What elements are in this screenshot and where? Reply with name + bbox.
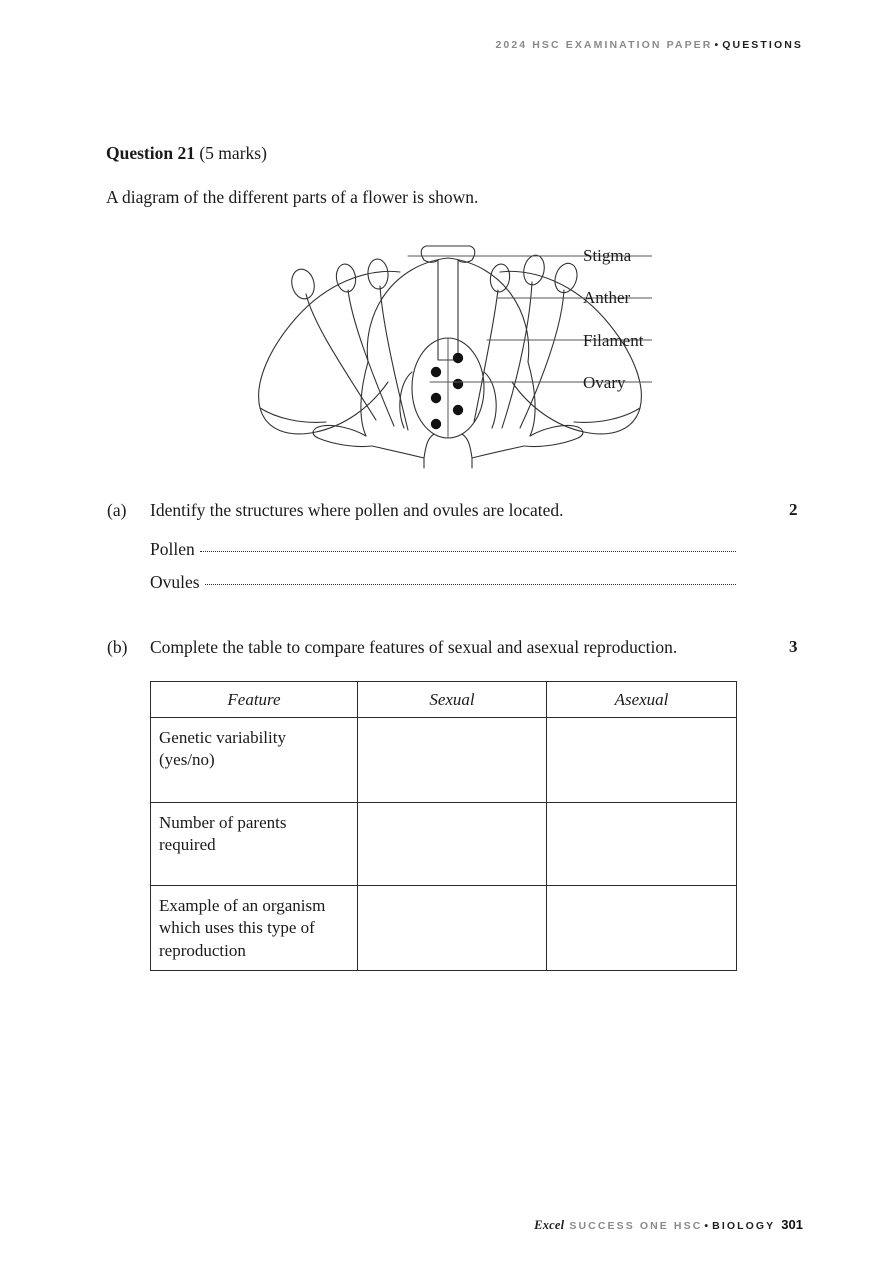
table-cell-sexual[interactable] <box>358 886 547 971</box>
running-head <box>495 39 803 51</box>
running-head-section: QUESTIONS <box>722 39 803 51</box>
question-marks: (5 marks) <box>199 143 267 163</box>
part-a-letter: (a) <box>107 500 127 520</box>
anther-r3 <box>551 260 580 295</box>
footer-page-number: 301 <box>781 1217 803 1232</box>
footer-series: SUCCESS ONE HSC <box>569 1220 703 1232</box>
ovule-dot <box>431 393 441 403</box>
table-body <box>151 718 737 971</box>
comparison-table <box>150 681 737 971</box>
figure-label-anther: Anther <box>583 288 631 307</box>
part-a-marks: 2 <box>789 500 798 519</box>
part-b-marks: 3 <box>789 637 798 656</box>
part-b-text: Complete the table to compare features of sexual and asexual reproduction. <box>150 637 678 657</box>
answer-line-pollen-label: Pollen <box>150 539 195 559</box>
table-cell-sexual[interactable] <box>358 803 547 886</box>
question-heading <box>106 143 267 164</box>
table-row <box>151 886 737 971</box>
filament-l1 <box>306 294 376 420</box>
pedicel-right <box>462 434 472 458</box>
filament-l3 <box>380 286 408 430</box>
ovule-dot <box>453 353 463 363</box>
filament-l2 <box>348 290 394 426</box>
question-intro: A diagram of the different parts of a flower is shown. <box>106 187 479 207</box>
footer-subject: BIOLOGY <box>712 1220 776 1232</box>
answer-line-ovules[interactable] <box>150 572 736 593</box>
answer-line-ovules-label: Ovules <box>150 572 200 592</box>
table-row <box>151 803 737 886</box>
table-cell-feature: Number of parents required <box>151 803 358 886</box>
footer-brand: Excel <box>534 1218 565 1232</box>
ovule-dot <box>431 367 441 377</box>
answer-line-pollen-dots[interactable] <box>200 550 736 552</box>
figure-label-filament: Filament <box>583 331 644 350</box>
table-header-row <box>151 682 737 718</box>
answer-line-ovules-dots[interactable] <box>205 583 736 585</box>
ovules-group <box>431 353 463 429</box>
petal-left-outer <box>259 271 400 434</box>
anther-r1 <box>489 263 512 293</box>
table-cell-asexual[interactable] <box>547 803 737 886</box>
sepal-right <box>528 362 535 436</box>
sepal-left <box>361 362 368 436</box>
part-a-text: Identify the structures where pollen and ovules are located. <box>150 500 564 520</box>
ovule-dot <box>453 405 463 415</box>
receptacle <box>372 446 424 468</box>
answer-line-pollen[interactable] <box>150 539 736 560</box>
table-cell-asexual[interactable] <box>547 718 737 803</box>
table-header-sexual: Sexual <box>358 682 547 718</box>
receptacle-r <box>472 446 524 468</box>
part-b-letter: (b) <box>107 637 128 657</box>
ovary-inner-right <box>484 372 496 428</box>
table-header-asexual: Asexual <box>547 682 737 718</box>
table-header-feature: Feature <box>151 682 358 718</box>
ovule-dot <box>453 379 463 389</box>
anther-r2 <box>521 253 547 287</box>
filament-r1 <box>474 290 498 422</box>
table-cell-feature: Genetic variability (yes/no) <box>151 718 358 803</box>
page-footer <box>534 1217 803 1233</box>
running-head-prefix: 2024 HSC EXAMINATION PAPER <box>495 39 713 51</box>
running-head-separator: • <box>714 39 721 51</box>
table-row <box>151 718 737 803</box>
flower-diagram-labels <box>583 222 743 472</box>
pedicel-left <box>424 434 434 458</box>
ovule-dot <box>431 419 441 429</box>
petal-left-outer-lower <box>260 408 326 422</box>
anther-l3 <box>367 258 389 289</box>
question-number: Question 21 <box>106 143 195 163</box>
figure-label-ovary: Ovary <box>583 373 626 392</box>
table-cell-feature: Example of an organism which uses this type of reproduction <box>151 886 358 971</box>
table-cell-sexual[interactable] <box>358 718 547 803</box>
table-cell-asexual[interactable] <box>547 886 737 971</box>
anther-l1 <box>289 267 318 301</box>
footer-separator: • <box>704 1220 711 1232</box>
figure-label-stigma: Stigma <box>583 246 632 265</box>
table-head <box>151 682 737 718</box>
filament-r3 <box>520 290 564 428</box>
